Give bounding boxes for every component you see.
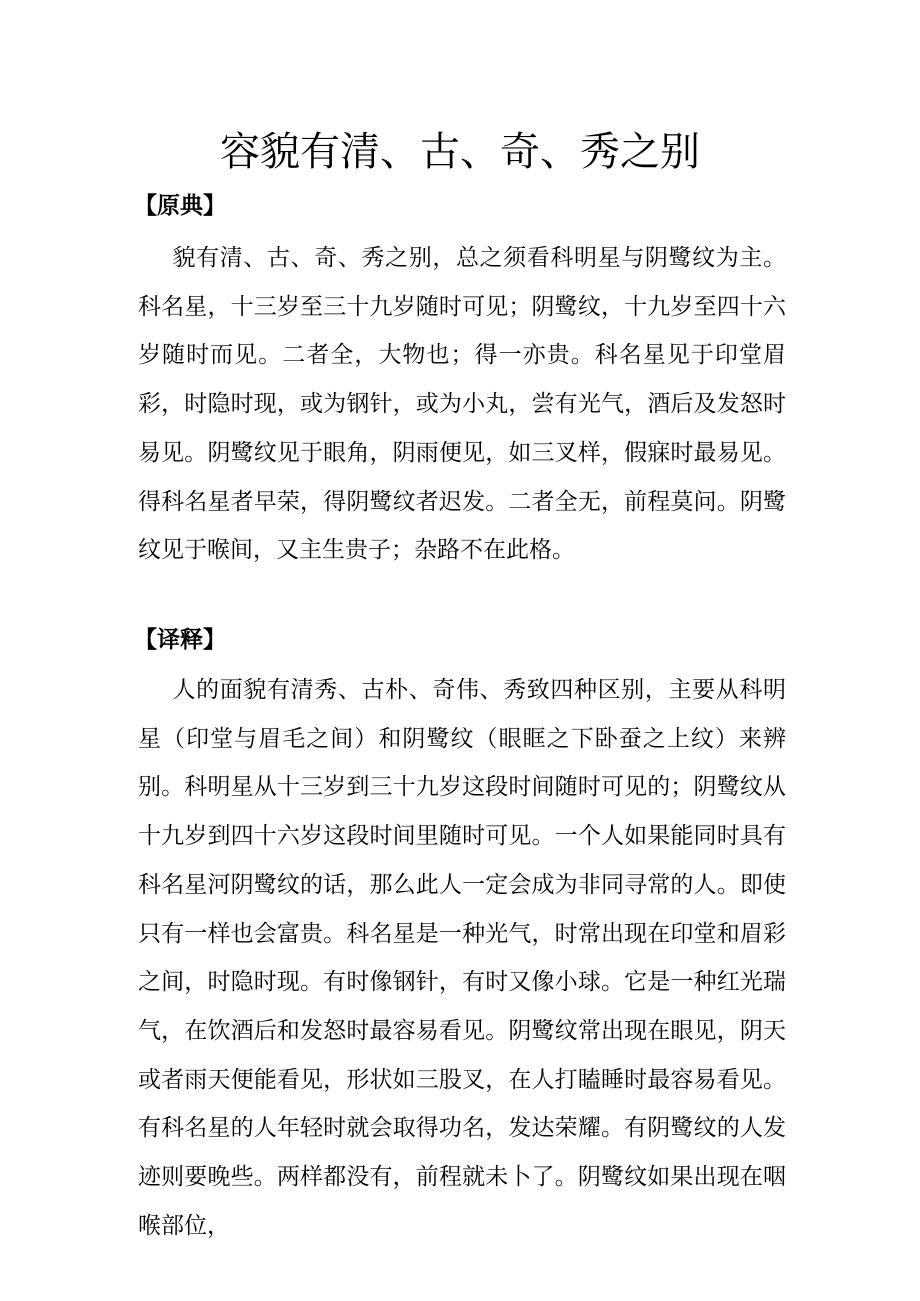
section-body-translation: 人的面貌有清秀、古朴、奇伟、秀致四种区别，主要从科明星（印堂与眉毛之间）和阴鹭纹（眼眶之下卧蚕之上纹）来辨别。科明星从十三岁到三十九岁这段时间随时可见的；阴鹭纹从十九岁到四十六岁这段时间里随时可见。一个人如果能同时具有科名星河阴鹭纹的话，那么此人一定会成为非同寻常的人。即使只有一样也会富贵。科名星是一种光气，时常出现在印堂和眉彩之间，时隐时现。有时像钢针，有时又像小球。它是一种红光瑞气，在饮酒后和发怒时最容易看见。阴鹭纹常出现在眼见，阴天或者雨天便能看见，形状如三股叉，在人打瞌睡时最容易看见。有科名星的人年轻时就会取得功名，发达荣耀。有阴鹭纹的人发迹则要晚些。两样都没有，前程就未卜了。阴鹭纹如果出现在咽喉部位， <box>138 677 786 1239</box>
section-body-original: 貌有清、古、奇、秀之别，总之须看科明星与阴鹭纹为主。科名星，十三岁至三十九岁随时可见；阴鹭纹，十九岁至四十六岁随时而见。二者全，大物也；得一亦贵。科名星见于印堂眉彩，时隐时现，或为钢针，或为小丸，尝有光气，酒后及发怒时易见。阴鹭纹见于眼角，阴雨便见，如三叉样，假寐时最易见。得科名星者早荣，得阴鹭纹者迟发。二者全无，前程莫问。阴鹭纹见于喉间，又主生贵子；杂路不在此格。 <box>138 245 786 564</box>
section-heading-translation: 【译释】 <box>134 626 226 653</box>
document-title: 容貌有清、古、奇、秀之别 <box>220 129 700 175</box>
section-heading-original: 【原典】 <box>134 192 226 219</box>
